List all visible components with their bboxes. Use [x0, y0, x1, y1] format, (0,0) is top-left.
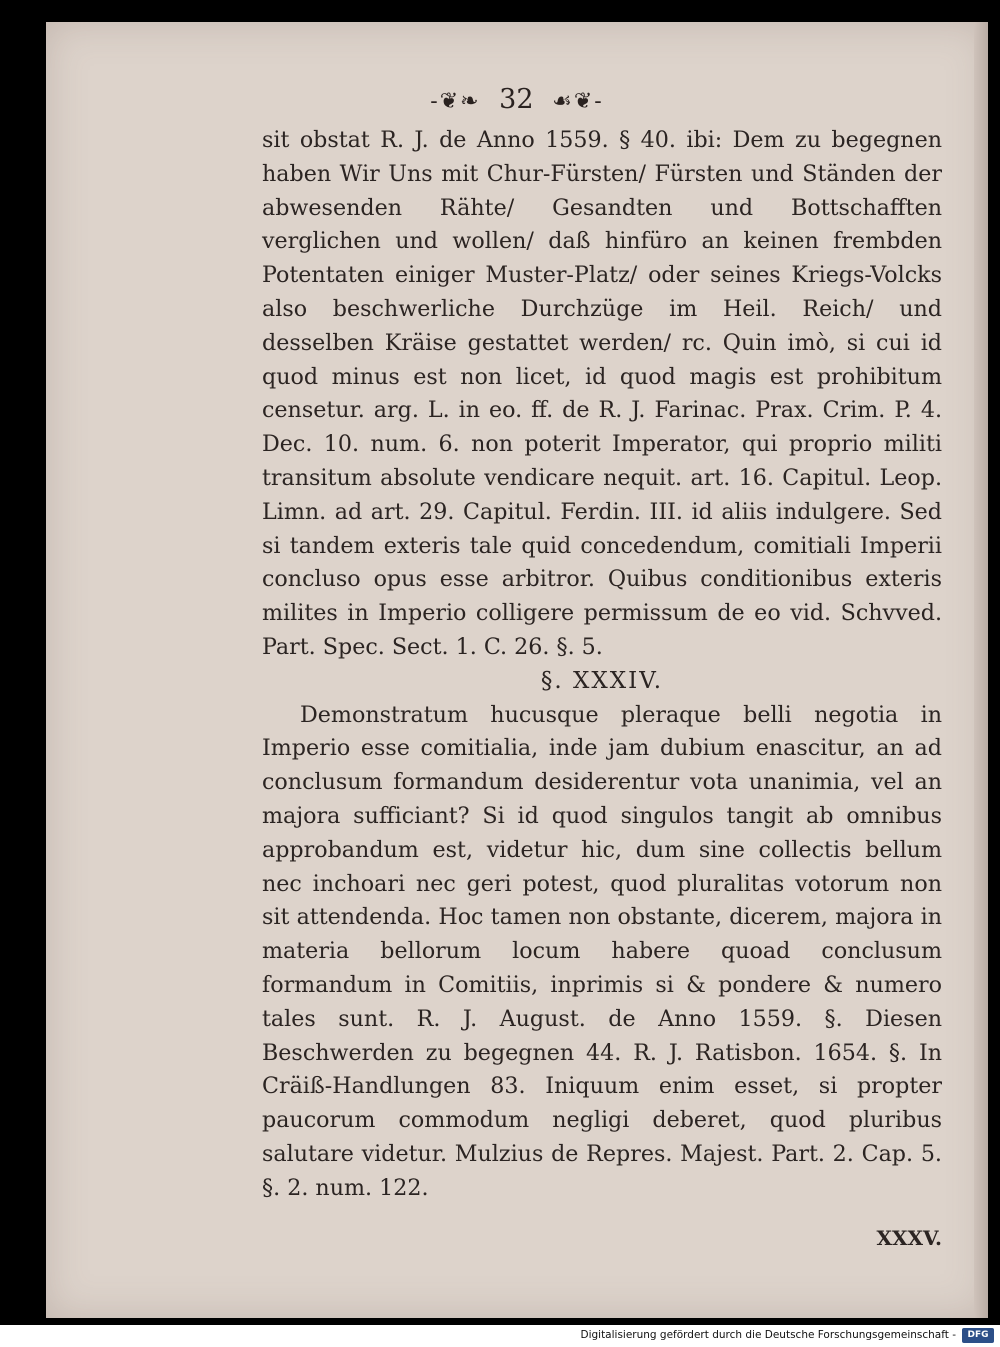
page-number: 32	[499, 84, 534, 115]
footer-strip	[0, 1325, 1000, 1347]
catchword: XXXV.	[876, 1225, 942, 1250]
dfg-logo-icon: DFG	[962, 1328, 994, 1343]
footer-credit: Digitalisierung gefördert durch die Deutsche Forschungsgemeinschaft -	[580, 1329, 956, 1341]
header-ornament-left: -❦❧	[430, 89, 481, 114]
paragraph-1: sit obstat R. J. de Anno 1559. § 40. ibi: Dem zu begegnen haben Wir Uns mit Chur-Fürsten/ Fürsten und Ständen der abwesenden Rähte/ Gesandten und Bottschafften verglichen und wollen/ daß hinfüro an keinen frembden Potentaten einiger Muster-Platz/ oder seines Kriegs-Volcks also beschwerliche Durchzüge im Heil. Reich/ und desselben Kräise gestattet werden/ rc. Quin imò, si cui id quod minus est non licet, id quod magis est prohibitum censetur. arg. L. in eo. ff. de R. J. Farinac. Prax. Crim. P. 4. Dec. 10. num. 6. non poterit Imperator, qui proprio militi transitum absolute vendicare nequit. art. 16. Capitul. Leop. Limn. ad art. 29. Capitul. Ferdin. III. id aliis indulgere. Sed si tandem exteris tale quid concedendum, comitiali Imperii concluso opus esse arbitror. Quibus conditionibus exteris milites in Imperio colligere permissum de eo vid. Schvved. Part. Spec. Sect. 1. C. 26. §. 5.	[262, 127, 942, 660]
paragraph-2: Demonstratum hucusque pleraque belli negotia in Imperio esse comitialia, inde jam dubium enascitur, an ad conclusum formandum desiderentur vota unanimia, vel an majora sufficiant? Si id quod singulos tangit ab omnibus approbandum est, videtur hic, dum sine collectis bellum nec inchoari nec geri potest, quod pluralitas votorum non sit attendenda. Hoc tamen non obstante, dicerem, majora in materia bellorum locum habere quoad conclusum formandum in Comitiis, inprimis si & pondere & numero tales sunt. R. J. August. de Anno 1559. §. Diesen Beschwerden zu begegnen 44. R. J. Ratisbon. 1654. §. In Cräiß-Handlungen 83. Iniquum enim esset, si propter paucorum commodum negligi deberet, quod pluribus salutare videtur. Mulzius de Repres. Majest. Part. 2. Cap. 5. §. 2. num. 122.	[262, 701, 942, 1201]
book-page	[46, 22, 988, 1318]
section-heading: §. XXXIV.	[540, 667, 664, 694]
page-header	[46, 84, 988, 115]
header-ornament-right: ☙❦-	[552, 89, 604, 114]
page-edge	[974, 22, 988, 1318]
text-block	[262, 124, 942, 1255]
